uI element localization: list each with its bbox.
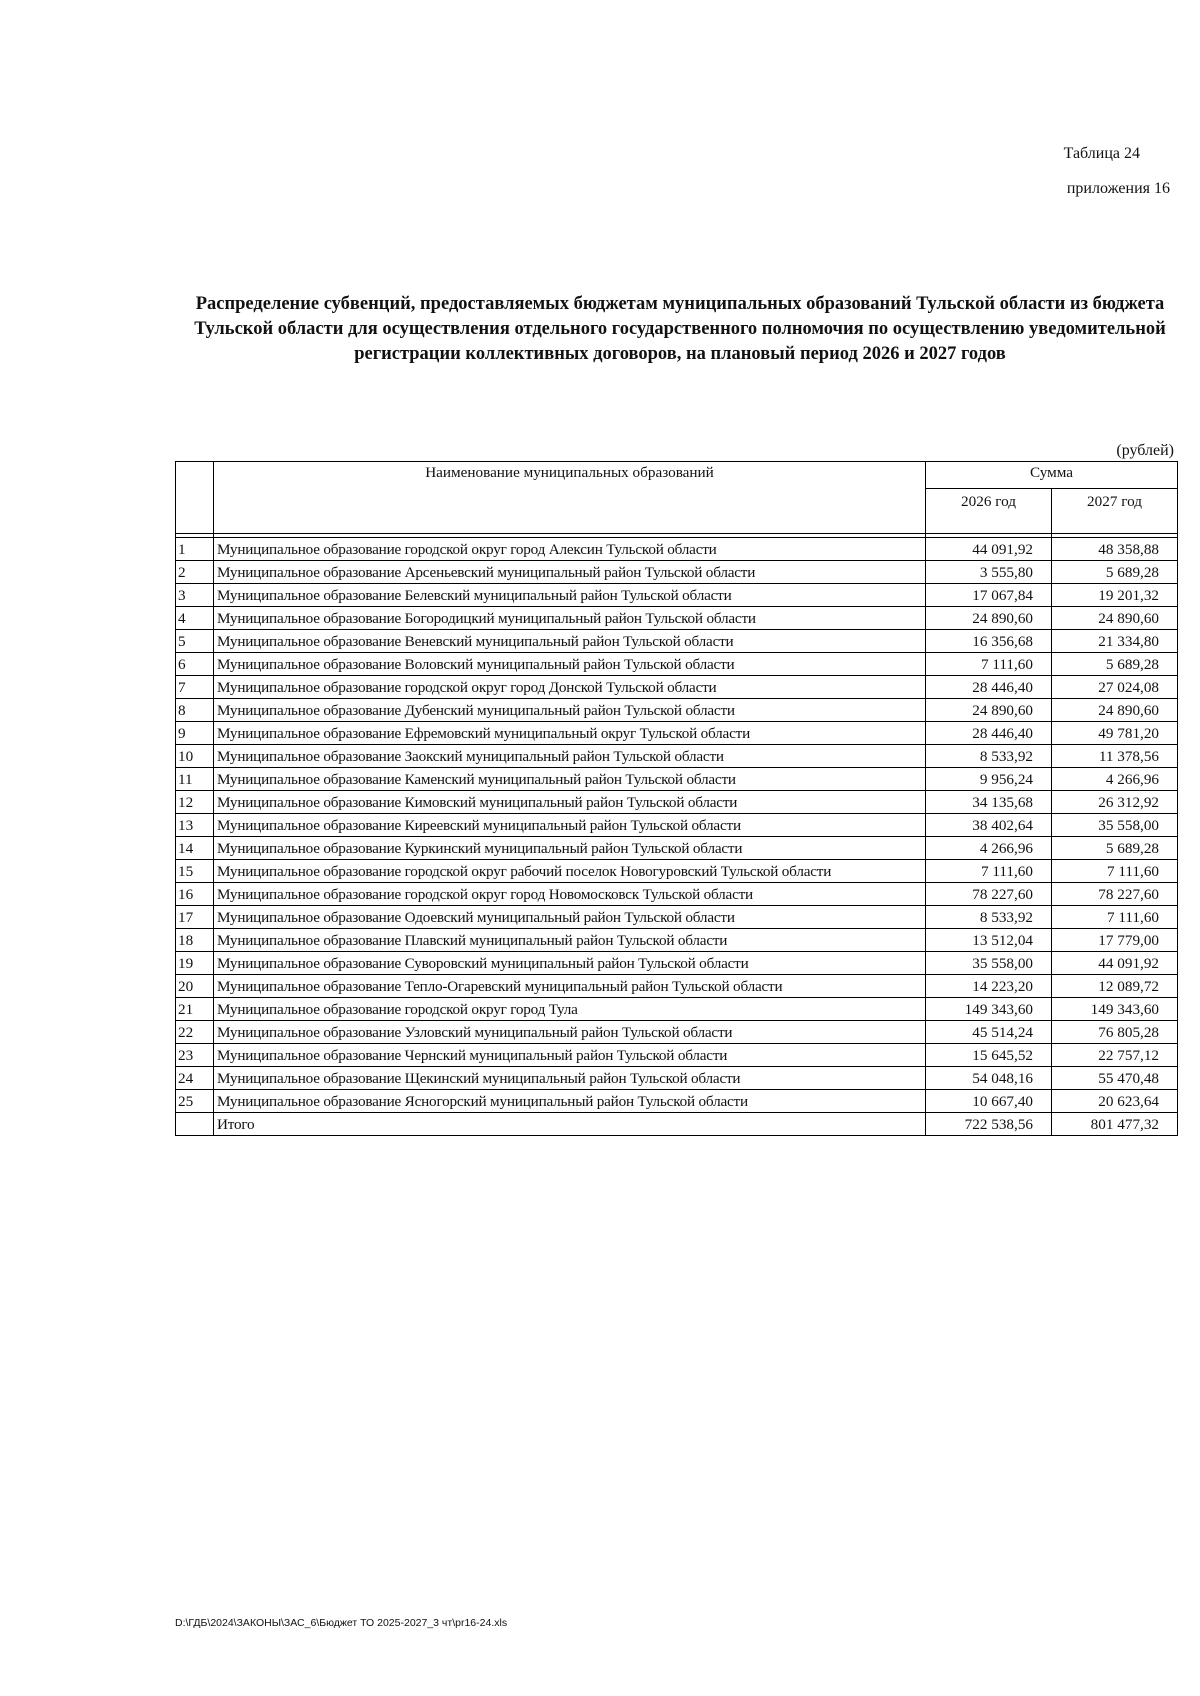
total-2027-cell: 801 477,32 [1052,1113,1178,1136]
row-2027-cell: 5 689,28 [1052,653,1178,676]
table-row [176,699,1178,722]
table-row [176,538,1178,561]
row-index-cell: 19 [176,952,214,975]
row-name-cell: Муниципальное образование городской округ город Тула [214,998,926,1021]
row-2026-cell: 78 227,60 [926,883,1052,906]
row-2027-cell: 26 312,92 [1052,791,1178,814]
row-index-cell: 6 [176,653,214,676]
table-row [176,814,1178,837]
row-2026-cell: 16 356,68 [926,630,1052,653]
table-row [176,998,1178,1021]
row-2026-cell: 8 533,92 [926,745,1052,768]
row-index-cell: 3 [176,584,214,607]
row-name-cell: Муниципальное образование Богородицкий муниципальный район Тульской области [214,607,926,630]
row-index-cell: 16 [176,883,214,906]
row-index-cell: 4 [176,607,214,630]
total-label-cell: Итого [214,1113,926,1136]
row-name-cell: Муниципальное образование Ефремовский муниципальный округ Тульской области [214,722,926,745]
row-index-cell: 14 [176,837,214,860]
table-row [176,860,1178,883]
row-2026-cell: 3 555,80 [926,561,1052,584]
row-name-cell: Муниципальное образование Кимовский муниципальный район Тульской области [214,791,926,814]
row-index-cell: 22 [176,1021,214,1044]
row-2027-cell: 19 201,32 [1052,584,1178,607]
table-row [176,607,1178,630]
row-name-cell: Муниципальное образование Чернский муниципальный район Тульской области [214,1044,926,1067]
row-name-cell: Муниципальное образование Заокский муниципальный район Тульской области [214,745,926,768]
row-2027-cell: 76 805,28 [1052,1021,1178,1044]
table-row [176,906,1178,929]
row-2027-cell: 78 227,60 [1052,883,1178,906]
row-name-cell: Муниципальное образование Белевский муниципальный район Тульской области [214,584,926,607]
row-index-cell: 25 [176,1090,214,1113]
table-row [176,975,1178,998]
row-name-cell: Муниципальное образование Суворовский муниципальный район Тульской области [214,952,926,975]
row-2026-cell: 38 402,64 [926,814,1052,837]
row-name-cell: Муниципальное образование городской округ город Донской Тульской области [214,676,926,699]
table-row [176,929,1178,952]
row-index-cell: 2 [176,561,214,584]
units-label: (рублей) [1116,442,1174,459]
row-name-cell: Муниципальное образование Тепло-Огаревский муниципальный район Тульской области [214,975,926,998]
table-row [176,837,1178,860]
table-row [176,883,1178,906]
row-name-cell: Муниципальное образование Ясногорский муниципальный район Тульской области [214,1090,926,1113]
row-index-cell: 7 [176,676,214,699]
row-2026-cell: 149 343,60 [926,998,1052,1021]
row-name-cell: Муниципальное образование Арсеньевский муниципальный район Тульской области [214,561,926,584]
row-name-cell: Муниципальное образование Веневский муниципальный район Тульской области [214,630,926,653]
appendix-label: приложения 16 [1066,180,1170,197]
row-2027-cell: 44 091,92 [1052,952,1178,975]
row-2026-cell: 9 956,24 [926,768,1052,791]
row-2027-cell: 17 779,00 [1052,929,1178,952]
row-name-cell: Муниципальное образование Воловский муниципальный район Тульской области [214,653,926,676]
row-2027-cell: 35 558,00 [1052,814,1178,837]
header-2026-cell: 2026 год [926,489,1052,534]
row-index-cell: 12 [176,791,214,814]
row-index-cell: 1 [176,538,214,561]
row-2027-cell: 5 689,28 [1052,837,1178,860]
row-index-cell: 10 [176,745,214,768]
row-2026-cell: 35 558,00 [926,952,1052,975]
row-2027-cell: 55 470,48 [1052,1067,1178,1090]
row-2027-cell: 12 089,72 [1052,975,1178,998]
row-2027-cell: 7 111,60 [1052,860,1178,883]
row-2026-cell: 13 512,04 [926,929,1052,952]
table-number-label: Таблица 24 [1063,145,1140,162]
row-name-cell: Муниципальное образование Узловский муниципальный район Тульской области [214,1021,926,1044]
row-index-cell: 20 [176,975,214,998]
table-row [176,791,1178,814]
row-index-cell: 23 [176,1044,214,1067]
row-2027-cell: 20 623,64 [1052,1090,1178,1113]
row-2026-cell: 34 135,68 [926,791,1052,814]
row-2027-cell: 149 343,60 [1052,998,1178,1021]
row-name-cell: Муниципальное образование городской округ город Алексин Тульской области [214,538,926,561]
table-row [176,676,1178,699]
row-2026-cell: 8 533,92 [926,906,1052,929]
row-2027-cell: 49 781,20 [1052,722,1178,745]
table-row [176,722,1178,745]
header-index-cell [176,462,214,534]
row-2027-cell: 11 378,56 [1052,745,1178,768]
table-row [176,561,1178,584]
subvention-table [175,461,1178,1136]
row-2026-cell: 44 091,92 [926,538,1052,561]
row-2026-cell: 17 067,84 [926,584,1052,607]
table-row [176,1021,1178,1044]
table-row [176,1090,1178,1113]
table-row [176,584,1178,607]
table-row [176,630,1178,653]
row-index-cell: 21 [176,998,214,1021]
header-2027-cell: 2027 год [1052,489,1178,534]
table-row [176,1044,1178,1067]
row-name-cell: Муниципальное образование Каменский муниципальный район Тульской области [214,768,926,791]
total-row [176,1113,1178,1136]
document-title: Распределение субвенций, предоставляемых бюджетам муниципальных образований Тульской области из бюджета Тульской области для осуществления отдельного государственного полномочия по осуществлению уведомительной регистрации коллективных договоров, на плановый период 2026 и 2027 годов [194,294,1166,364]
row-index-cell: 15 [176,860,214,883]
row-2026-cell: 15 645,52 [926,1044,1052,1067]
row-name-cell: Муниципальное образование Дубенский муниципальный район Тульской области [214,699,926,722]
row-index-cell: 11 [176,768,214,791]
row-index-cell: 18 [176,929,214,952]
row-2026-cell: 24 890,60 [926,607,1052,630]
row-2027-cell: 24 890,60 [1052,699,1178,722]
row-name-cell: Муниципальное образование городской округ рабочий поселок Новогуровский Тульской области [214,860,926,883]
header-sum-cell: Сумма [926,462,1178,489]
row-2026-cell: 4 266,96 [926,837,1052,860]
row-2026-cell: 28 446,40 [926,722,1052,745]
row-2027-cell: 22 757,12 [1052,1044,1178,1067]
row-2027-cell: 48 358,88 [1052,538,1178,561]
row-2026-cell: 7 111,60 [926,860,1052,883]
row-name-cell: Муниципальное образование Одоевский муниципальный район Тульской области [214,906,926,929]
total-index-cell [176,1113,214,1136]
table-row [176,1067,1178,1090]
table-row [176,768,1178,791]
row-2027-cell: 27 024,08 [1052,676,1178,699]
row-name-cell: Муниципальное образование Куркинский муниципальный район Тульской области [214,837,926,860]
file-path-footer: D:\ГДБ\2024\ЗАКОНЫ\ЗАС_6\Бюджет ТО 2025-2027_3 чт\pr16-24.xls [175,1617,508,1629]
row-name-cell: Муниципальное образование городской округ город Новомосковск Тульской области [214,883,926,906]
row-2026-cell: 24 890,60 [926,699,1052,722]
header-name-cell: Наименование муниципальных образований [214,462,926,534]
row-name-cell: Муниципальное образование Щекинский муниципальный район Тульской области [214,1067,926,1090]
total-2026-cell: 722 538,56 [926,1113,1052,1136]
row-index-cell: 13 [176,814,214,837]
row-2026-cell: 7 111,60 [926,653,1052,676]
row-index-cell: 24 [176,1067,214,1090]
row-index-cell: 8 [176,699,214,722]
row-2027-cell: 24 890,60 [1052,607,1178,630]
row-2027-cell: 7 111,60 [1052,906,1178,929]
table-row [176,952,1178,975]
table-body [176,534,1178,1136]
row-2027-cell: 21 334,80 [1052,630,1178,653]
row-2027-cell: 5 689,28 [1052,561,1178,584]
row-2027-cell: 4 266,96 [1052,768,1178,791]
row-2026-cell: 45 514,24 [926,1021,1052,1044]
table-row [176,745,1178,768]
row-2026-cell: 10 667,40 [926,1090,1052,1113]
table-row [176,653,1178,676]
row-index-cell: 5 [176,630,214,653]
row-name-cell: Муниципальное образование Плавский муниципальный район Тульской области [214,929,926,952]
row-2026-cell: 14 223,20 [926,975,1052,998]
row-index-cell: 17 [176,906,214,929]
row-2026-cell: 28 446,40 [926,676,1052,699]
row-index-cell: 9 [176,722,214,745]
row-name-cell: Муниципальное образование Киреевский муниципальный район Тульской области [214,814,926,837]
row-2026-cell: 54 048,16 [926,1067,1052,1090]
